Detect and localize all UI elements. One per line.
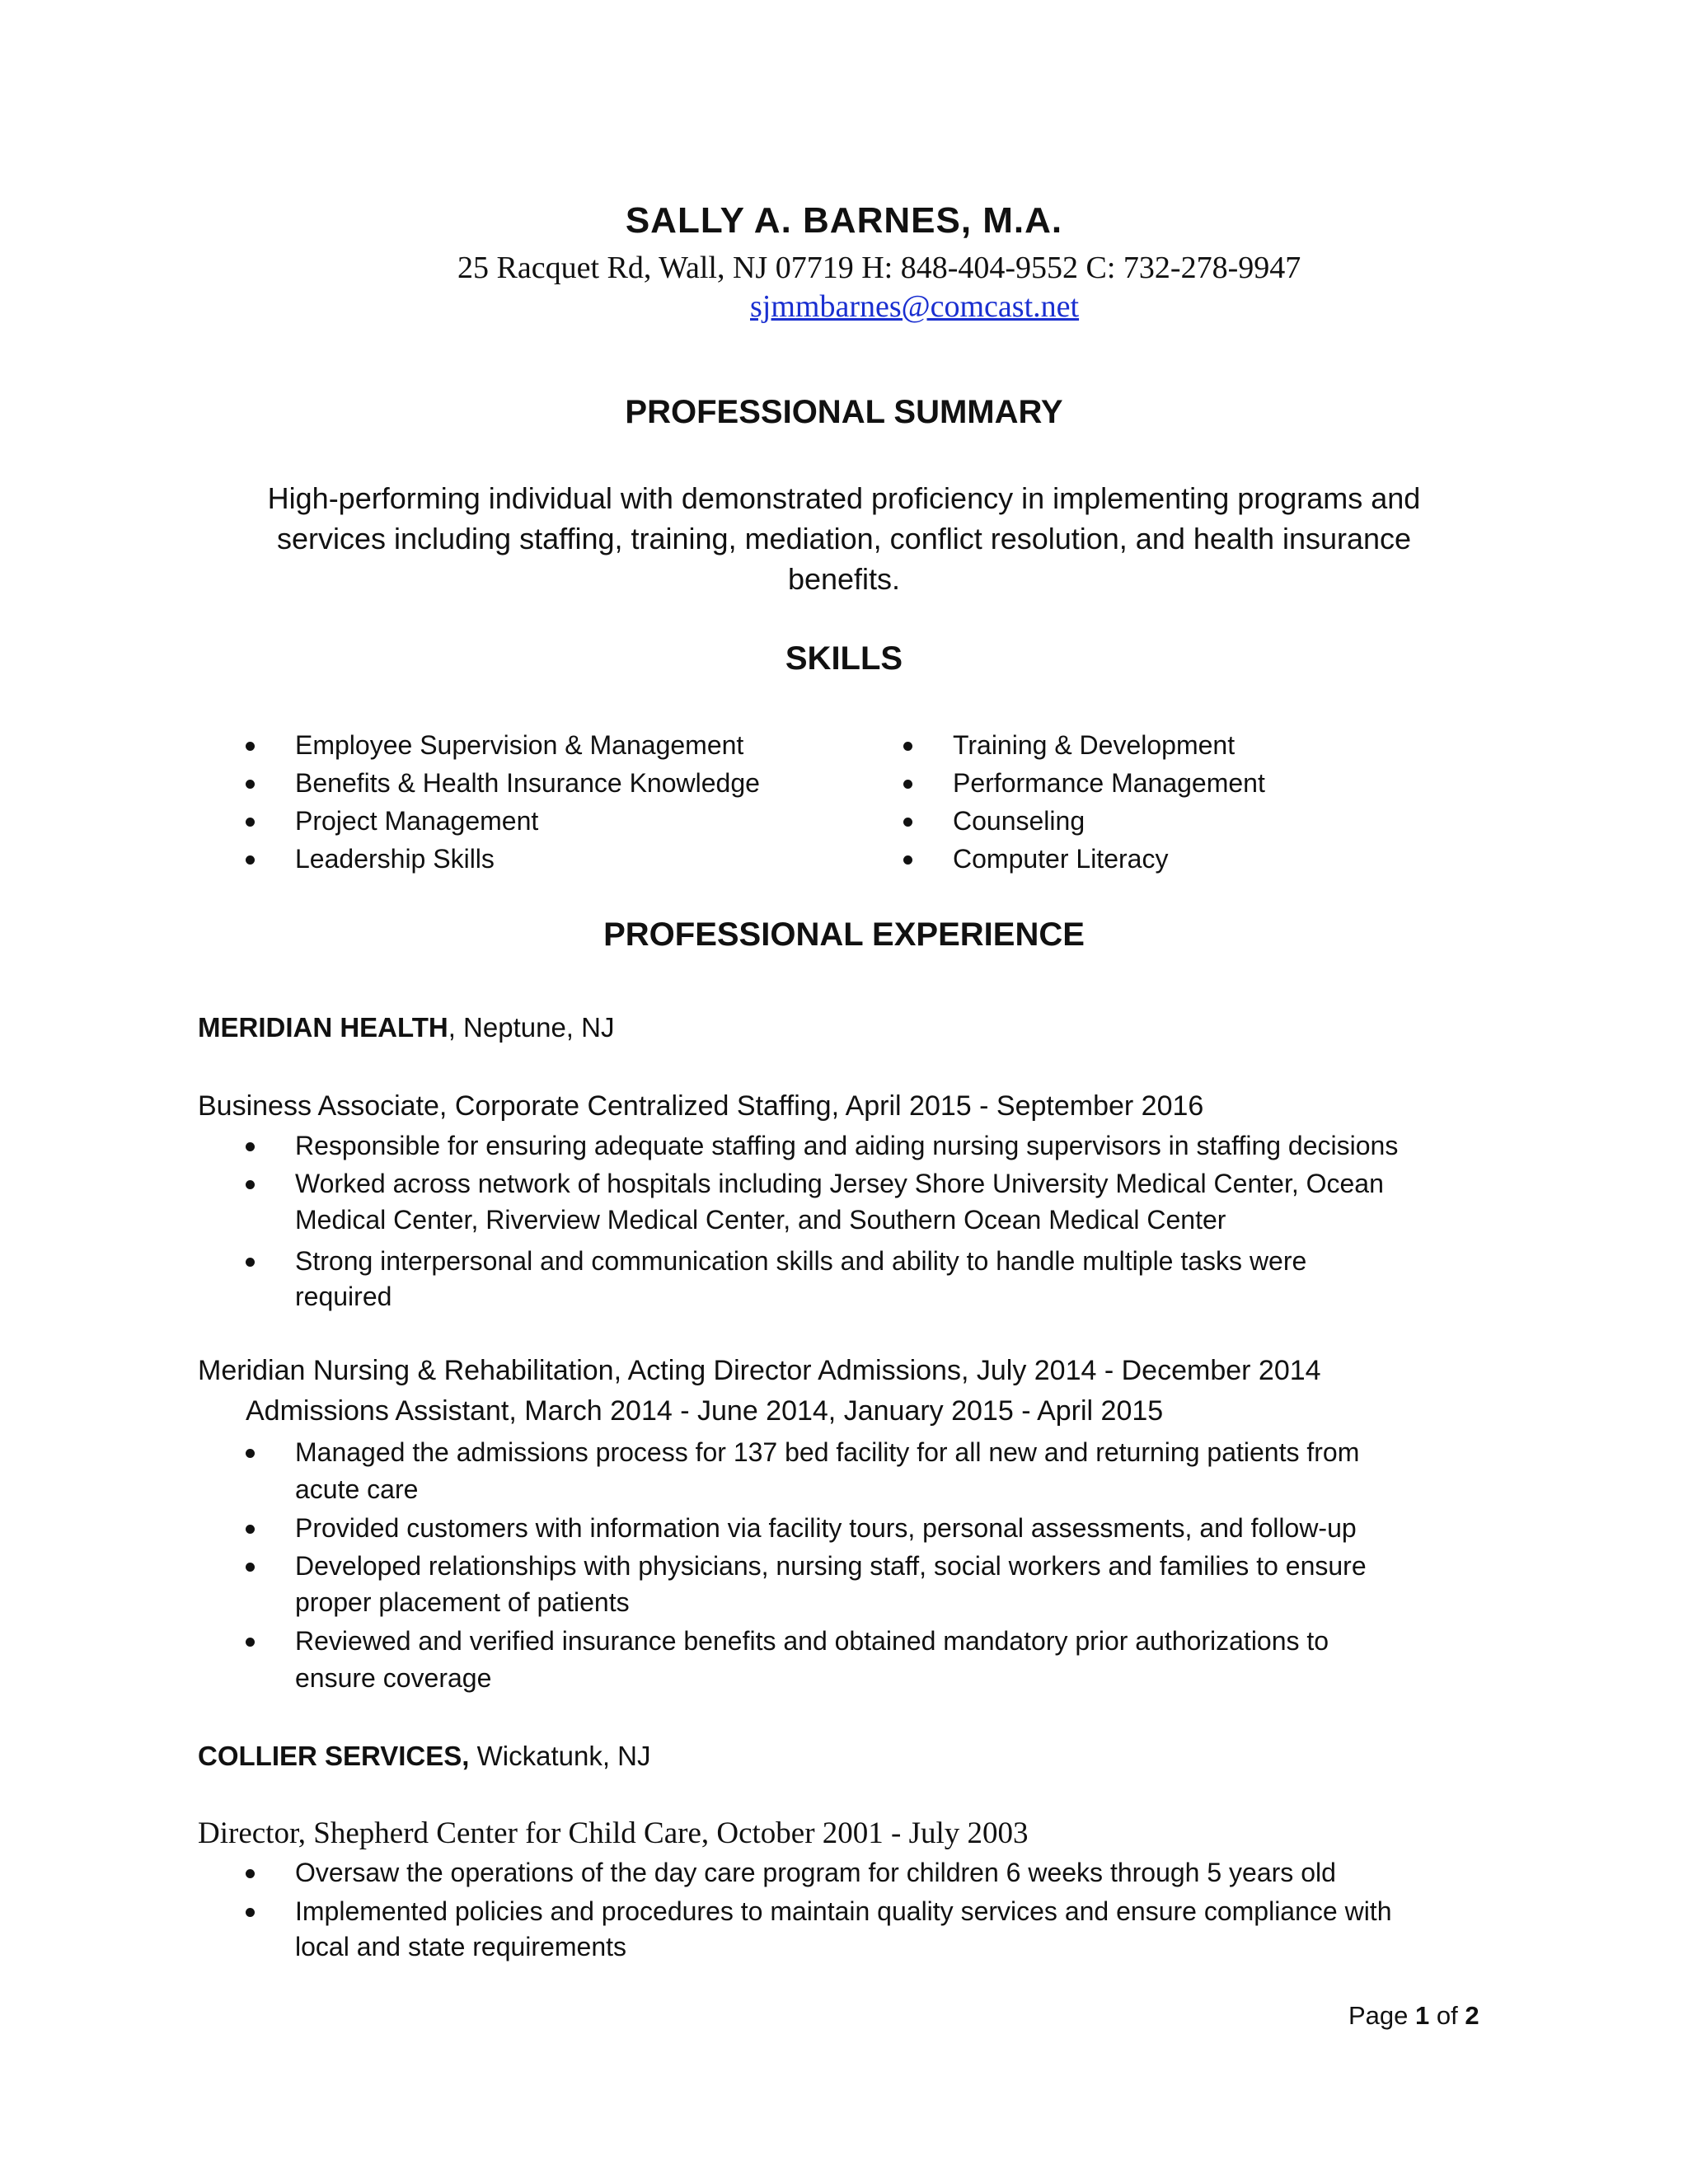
email-link[interactable]: sjmmbarnes@comcast.net: [750, 289, 1080, 324]
duty-line: Medical Center, Riverview Medical Center, and Southern Ocean Medical Center: [295, 1205, 1226, 1235]
job-subtitle: Admissions Assistant, March 2014 - June 2014, January 2015 - April 2015: [246, 1395, 1164, 1427]
job-title: Director, Shepherd Center for Child Care, October 2001 - July 2003: [198, 1816, 1029, 1850]
bullet-icon: [246, 1449, 255, 1458]
bullet-icon: [246, 1180, 255, 1189]
bullet-icon: [903, 818, 912, 827]
bullet-icon: [246, 742, 255, 751]
company-name: COLLIER SERVICES,: [198, 1741, 470, 1771]
bullet-icon: [246, 1258, 255, 1267]
bullet-icon: [246, 780, 255, 789]
summary-line: services including staffing, training, mediation, conflict resolution, and health insurance: [276, 522, 1412, 555]
experience-heading: PROFESSIONAL EXPERIENCE: [603, 916, 1085, 953]
bullet-icon: [246, 855, 255, 865]
bullet-icon: [903, 742, 912, 751]
summary-line: benefits.: [787, 562, 901, 596]
skills-heading: SKILLS: [785, 640, 903, 677]
company-meridian: [198, 1012, 614, 1043]
duty-line: acute care: [295, 1474, 419, 1504]
candidate-name: SALLY A. BARNES, M.A.: [625, 200, 1063, 241]
bullet-icon: [246, 1563, 255, 1572]
bullet-icon: [246, 818, 255, 827]
summary-heading: PROFESSIONAL SUMMARY: [625, 394, 1063, 430]
duty-line: local and state requirements: [295, 1932, 626, 1961]
company-name: MERIDIAN HEALTH: [198, 1012, 448, 1043]
bullet-icon: [246, 1638, 255, 1647]
summary-line: High-performing individual with demonstrated proficiency in implementing programs and: [267, 481, 1421, 515]
company-location: Wickatunk, NJ: [469, 1741, 651, 1771]
bullet-icon: [903, 780, 912, 789]
contact-line: 25 Racquet Rd, Wall, NJ 07719 H: 848-404-9552 C: 732-278-9947: [457, 251, 1301, 285]
duty-line: required: [295, 1282, 392, 1311]
company-collier: [198, 1741, 651, 1772]
company-location: , Neptune, NJ: [448, 1012, 615, 1043]
bullet-icon: [246, 1908, 255, 1917]
job-title: Business Associate, Corporate Centralized Staffing, April 2015 - September 2016: [198, 1090, 1204, 1122]
bullet-icon: [246, 1869, 255, 1878]
duty-line: ensure coverage: [295, 1663, 492, 1693]
job-title: Meridian Nursing & Rehabilitation, Acting Director Admissions, July 2014 - December 2014: [198, 1355, 1321, 1386]
page-number: Page 1 of 2: [1348, 2001, 1479, 2030]
bullet-icon: [246, 1142, 255, 1151]
duty-line: proper placement of patients: [295, 1587, 630, 1617]
bullet-icon: [903, 855, 912, 865]
bullet-icon: [246, 1525, 255, 1534]
